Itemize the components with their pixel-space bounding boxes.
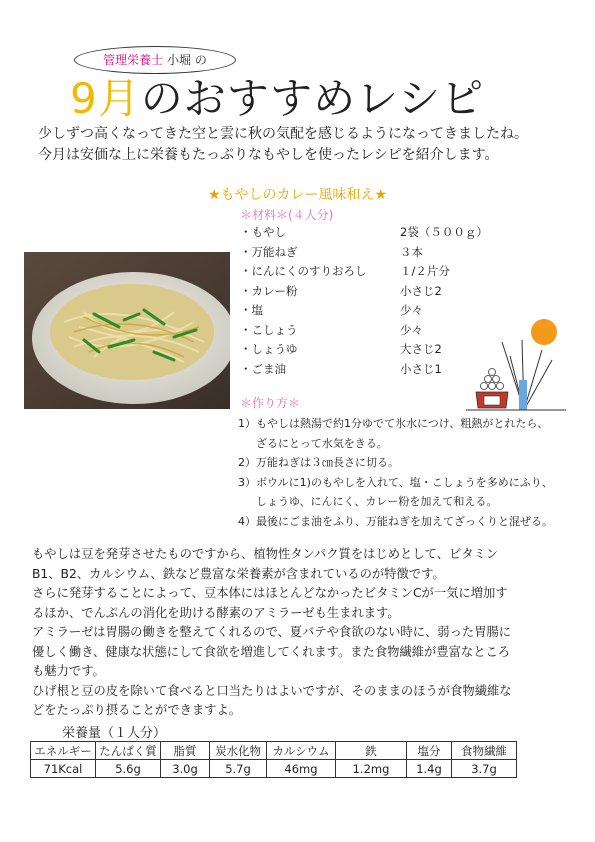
page-title (70, 66, 484, 126)
ingredient-row (240, 302, 490, 322)
title-month: 9月 (70, 74, 141, 123)
nutrition-value: 46mg (267, 760, 336, 778)
body-line: ひげ根と豆の皮を除いて食べると口当たりはよいですが、そのままのほうが食物繊維な (32, 683, 512, 698)
nutrition-value: 71Kcal (31, 760, 96, 778)
nutrition-value: 5.6g (96, 760, 161, 778)
body-line: さらに発芽することによって、豆本体にはほとんどなかったビタミンCが一気に増加す (32, 586, 508, 600)
recipe-title: ★もやしのカレー風味和え★ (207, 187, 388, 203)
ingredient-qty: 大さじ2 (400, 342, 442, 356)
dietitian-label: 管理栄養士 (103, 53, 164, 67)
ingredient-row (240, 244, 490, 264)
nutrition-header: 食物繊維 (452, 742, 517, 760)
intro-line: 少しずつ高くなってきた空と雲に秋の気配を感じるようになってきましたね。 (38, 126, 528, 142)
ingredient-row (240, 283, 490, 303)
ingredient-qty: 少々 (400, 303, 423, 317)
nutrition-header: 脂質 (161, 742, 210, 760)
nutrition-value-row (31, 760, 517, 778)
step-line: 4）最後にごま油をふり、万能ねぎを加えてざっくりと混ぜる。 (238, 514, 553, 528)
ingredients-list (240, 224, 490, 380)
body-line: どをたっぷり摂ることができますよ。 (32, 703, 242, 717)
nutrition-header: 塩分 (407, 742, 452, 760)
steps-heading: ＊作り方＊ (240, 396, 301, 410)
nutrition-value: 3.0g (161, 760, 210, 778)
body-line: も魅力です。 (32, 664, 105, 678)
author-name: 小堀 の (167, 53, 207, 67)
nutrition-header-row (31, 742, 517, 760)
body-text (32, 545, 567, 721)
ingredient-qty: 2袋（５００ｇ） (400, 225, 488, 239)
title-rest: のおすすめレシピ (140, 74, 485, 123)
ingredient-qty: 小さじ2 (400, 283, 442, 298)
step-line-cont: ざるにとって水気をきる。 (256, 436, 388, 450)
body-line: るほか、でんぷんの消化を助ける酵素のアミラーゼも生まれます。 (32, 605, 400, 620)
nutrition-header: たんぱく質 (96, 742, 161, 760)
dish-photo (24, 252, 230, 409)
nutrition-header: 鉄 (336, 742, 407, 760)
nutrition-value: 5.7g (210, 760, 267, 778)
ingredient-name: ・しょうゆ (240, 342, 298, 356)
ingredient-qty: １/２片分 (400, 264, 450, 278)
ingredient-row (240, 361, 490, 381)
intro-line: 今月は安価な上に栄養もたっぷりなもやしを使ったレシピを紹介します。 (38, 147, 499, 163)
ingredient-row (240, 224, 490, 244)
ingredient-qty: ３本 (400, 244, 423, 259)
step-line: 2）万能ねぎは３㎝長さに切る。 (238, 456, 399, 469)
ingredient-name: ・塩 (240, 303, 263, 317)
ingredient-name: ・もやし (240, 225, 286, 239)
ingredient-name: ・カレー粉 (240, 283, 298, 298)
body-line: もやしは豆を発芽させたものですから、植物性タンパク質をはじめとして、ビタミン (32, 547, 499, 561)
ingredient-name: ・にんにくのすりおろし (240, 264, 367, 278)
body-line: 優しく働き、健康な状態にして食欲を増進してくれます。また食物繊維が豊富なところ (32, 644, 511, 659)
ingredient-qty: 少々 (400, 322, 423, 337)
moon-viewing-illustration (462, 310, 572, 420)
nutrition-header: カルシウム (267, 742, 336, 760)
nutrition-value: 3.7g (452, 760, 517, 778)
ingredient-name: ・こしょう (240, 322, 298, 337)
nutrition-header: エネルギー (31, 742, 96, 760)
nutrition-table (30, 741, 517, 778)
ingredient-row (240, 341, 490, 361)
ingredient-row (240, 263, 490, 283)
steps-list (238, 414, 568, 531)
ingredient-name: ・ごま油 (240, 361, 286, 376)
nutrition-title: 栄養量（１人分） (62, 726, 167, 741)
intro-text (38, 124, 568, 166)
nutrition-header: 炭水化物 (210, 742, 267, 760)
nutrition-value: 1.4g (407, 760, 452, 778)
body-line: アミラーゼは胃腸の働きを整えてくれるので、夏バテや食欲のない時に、弱った胃腸に (32, 625, 512, 639)
ingredient-row (240, 322, 490, 342)
ingredient-qty: 小さじ1 (400, 361, 442, 376)
nutrition-value: 1.2mg (336, 760, 407, 778)
step-line-cont: しょうゆ、にんにく、カレー粉を加えて和える。 (256, 495, 498, 508)
ingredients-heading: ＊材料＊(４人分) (240, 208, 334, 222)
body-line: B1、B2、カルシウム、鉄など豊富な栄養素が含まれているのが特徴です。 (32, 566, 445, 581)
ingredient-name: ・万能ねぎ (240, 244, 298, 259)
step-line: 1）もやしは熱湯で約1分ゆでて氷水につけ、粗熱がとれたら、 (238, 417, 549, 430)
step-line: 3）ボウルに1)のもやしを入れて、塩・こしょうを多めにふり、 (238, 475, 553, 489)
